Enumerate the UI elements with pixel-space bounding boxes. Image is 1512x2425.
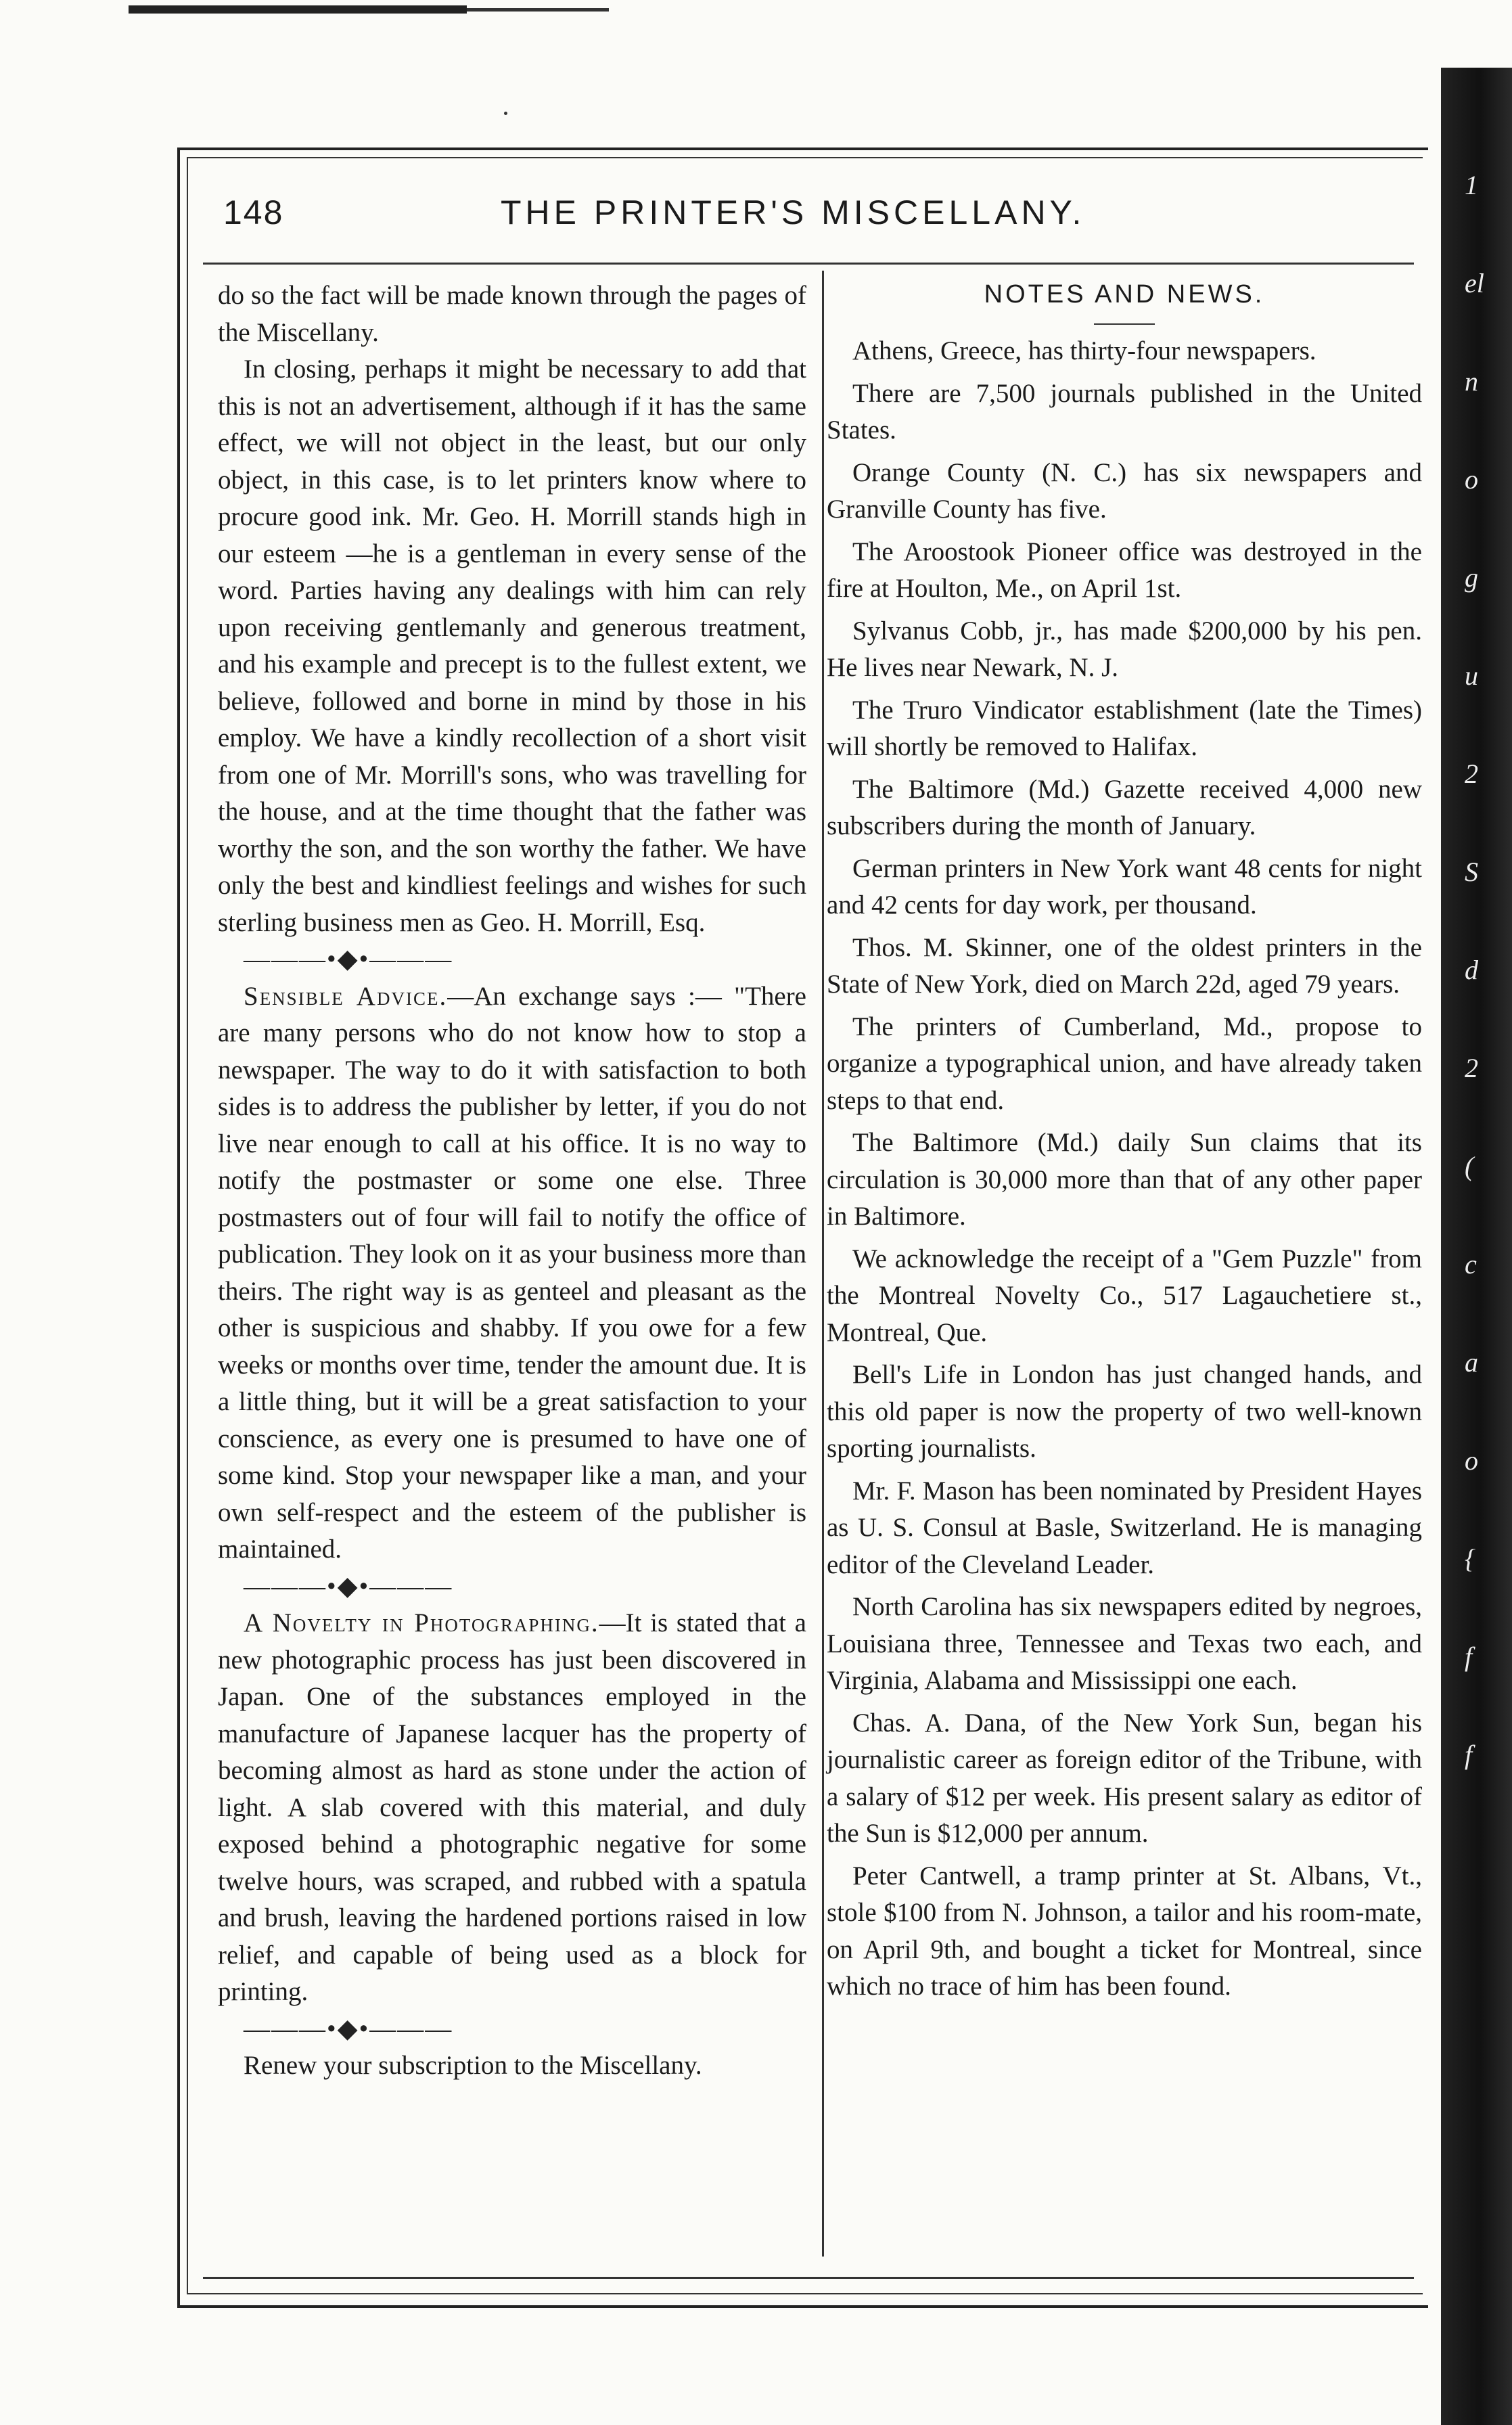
page-title: THE PRINTER'S MISCELLANY.: [501, 194, 1086, 231]
article-body: —An exchange says :— "There are many persons who do not know how to stop a newspaper. The way to do it with satisfaction to both sides is to address the publisher by letter, if you do not live near enough to call at his office. It is no way to notify the postmaster or some one else. Three postmasters out of four will fail to notify the office of publication. They look on it as your business more than theirs. The right way is as genteel and pleasant as the other is suspicious and shabby. If you owe for a few weeks or months over time, tender the amount due. It is a little thing, but it will be a great satisfaction to your conscience, as every one is presumed to have one of some kind. Stop your newspaper like a man, and your own self-respect and the esteem of the publisher is maintained.: [218, 981, 806, 1564]
news-item: Peter Cantwell, a tramp printer at St. Albans, Vt., stole $100 from N. Johnson, a tailor and his room-mate, on April 9th, and bought a ticket for Montreal, since which no trace of him has been found.: [827, 1861, 1422, 2001]
article-paragraph: Renew your subscription to the Miscellany.: [244, 2051, 702, 2080]
article-lead: Sensible Advice.: [244, 981, 448, 1011]
news-item: Orange County (N. C.) has six newspapers and Granville County has five.: [827, 457, 1422, 524]
edge-fragment: 2: [1465, 1053, 1478, 1083]
news-item: We acknowledge the receipt of a "Gem Puzzle" from the Montreal Novelty Co., 517 Lagauchetiere st., Montreal, Que.: [827, 1244, 1422, 1347]
page-header: [203, 193, 1421, 254]
news-item: Chas. A. Dana, of the New York Sun, began his journalistic career as foreign editor of the Tribune, with a salary of $12 per week. His present salary as editor of the Sun is $12,000 per annum.: [827, 1708, 1422, 1848]
edge-fragment: g: [1465, 562, 1478, 593]
edge-fragment: el: [1465, 268, 1484, 298]
scan-edge-bar: [467, 8, 609, 12]
article-paragraph: [218, 978, 806, 1568]
edge-fragment: 2: [1465, 758, 1478, 789]
news-item: The Truro Vindicator establishment (late the Times) will shortly be removed to Halifax.: [827, 695, 1422, 761]
edge-fragment: S: [1465, 857, 1478, 887]
news-item: Thos. M. Skinner, one of the oldest printers in the State of New York, died on March 22d, aged 79 years.: [827, 932, 1422, 999]
section-separator: ———•◆•———: [244, 945, 453, 974]
notes-heading: NOTES AND NEWS.: [984, 280, 1265, 309]
page-number: 148: [223, 194, 284, 231]
edge-fragment: 1: [1465, 170, 1478, 200]
header-rule: [203, 263, 1414, 265]
edge-fragment: u: [1465, 660, 1478, 691]
news-item: Sylvanus Cobb, jr., has made $200,000 by his pen. He lives near Newark, N. J.: [827, 616, 1422, 682]
article-paragraph: In closing, perhaps it might be necessary to add that this is not an advertisement, although if it has the same effect, we will not object in the least, but our only object, in this case, is to let printers know where to procure good ink. Mr. Geo. H. Morrill stands high in our esteem —he is a gentleman in every sense of the word. Parties having any dealings with him can rely upon receiving gentlemanly and generous treatment, and his example and precept is to the fullest extent, we believe, followed and borne in mind by those in his employ. We have a kindly recollection of a short visit from one of Mr. Morrill's sons, who was travelling for the house, and at the time thought that the father was worthy the son, and the son worthy the father. We have only the best and kindliest feelings and wishes for such sterling business men as Geo. H. Morrill, Esq.: [218, 355, 806, 937]
news-item: The Baltimore (Md.) daily Sun claims that its circulation is 30,000 more than that of any other paper in Baltimore.: [827, 1128, 1422, 1231]
news-item: North Carolina has six newspapers edited by negroes, Louisiana three, Tennessee and Texas two each, and Virginia, Alabama and Mississippi one each.: [827, 1592, 1422, 1695]
section-separator: ———•◆•———: [244, 2014, 453, 2043]
edge-fragment: f: [1465, 1740, 1473, 1770]
edge-fragment: f: [1465, 1641, 1473, 1672]
scan-edge-bar: [129, 5, 467, 14]
edge-fragment: {: [1465, 1543, 1475, 1574]
news-item: There are 7,500 journals published in the United States.: [827, 378, 1422, 445]
news-item: German printers in New York want 48 cents for night and 42 cents for day work, per thousand.: [827, 853, 1422, 920]
news-item: The Aroostook Pioneer office was destroyed in the fire at Houlton, Me., on April 1st.: [827, 537, 1422, 603]
column-divider: [822, 271, 824, 2257]
edge-fragment: o: [1465, 464, 1478, 495]
heading-rule: [1094, 323, 1155, 325]
edge-fragment: d: [1465, 955, 1478, 985]
left-column: [218, 277, 806, 2085]
edge-fragment: (: [1465, 1151, 1474, 1181]
article-body: —It is stated that a new photographic process has just been discovered in Japan. One of the substances employed in the manufacture of Japanese lacquer has the property of becoming almost as hard as stone under the action of light. A slab covered with this material, and duly exposed behind a photographic negative for some twelve hours, was scraped, and rubbed with a spatula and brush, leaving the hardened portions raised in low relief, and capable of being used as a block for printing.: [218, 1608, 806, 2006]
news-item: The printers of Cumberland, Md., propose to organize a typographical union, and have already taken steps to that end.: [827, 1012, 1422, 1115]
edge-fragment: o: [1465, 1445, 1478, 1476]
article-paragraph: [218, 1605, 806, 2011]
right-column: [827, 277, 1422, 2011]
notes-list: [827, 333, 1422, 2005]
news-item: Mr. F. Mason has been nominated by President Hayes as U. S. Consul at Basle, Switzerland. He is managing editor of the Cleveland Leader.: [827, 1476, 1422, 1579]
section-separator: ———•◆•———: [244, 1571, 453, 1601]
bottom-rule: [203, 2277, 1414, 2279]
edge-fragment: n: [1465, 366, 1478, 396]
edge-fragment: a: [1465, 1347, 1478, 1378]
scan-speck: [504, 112, 507, 115]
article-lead: A Novelty in Photographing.: [244, 1608, 599, 1637]
article-paragraph: do so the fact will be made known through the pages of the Miscellany.: [218, 281, 806, 347]
news-item: The Baltimore (Md.) Gazette received 4,000 new subscribers during the month of January.: [827, 774, 1422, 840]
news-item: Athens, Greece, has thirty-four newspapers.: [852, 336, 1316, 365]
edge-fragment: c: [1465, 1249, 1477, 1279]
adjacent-page-fragments: [1458, 169, 1509, 1861]
news-item: Bell's Life in London has just changed hands, and this old paper is now the property of two well-known sporting journalists.: [827, 1360, 1422, 1463]
